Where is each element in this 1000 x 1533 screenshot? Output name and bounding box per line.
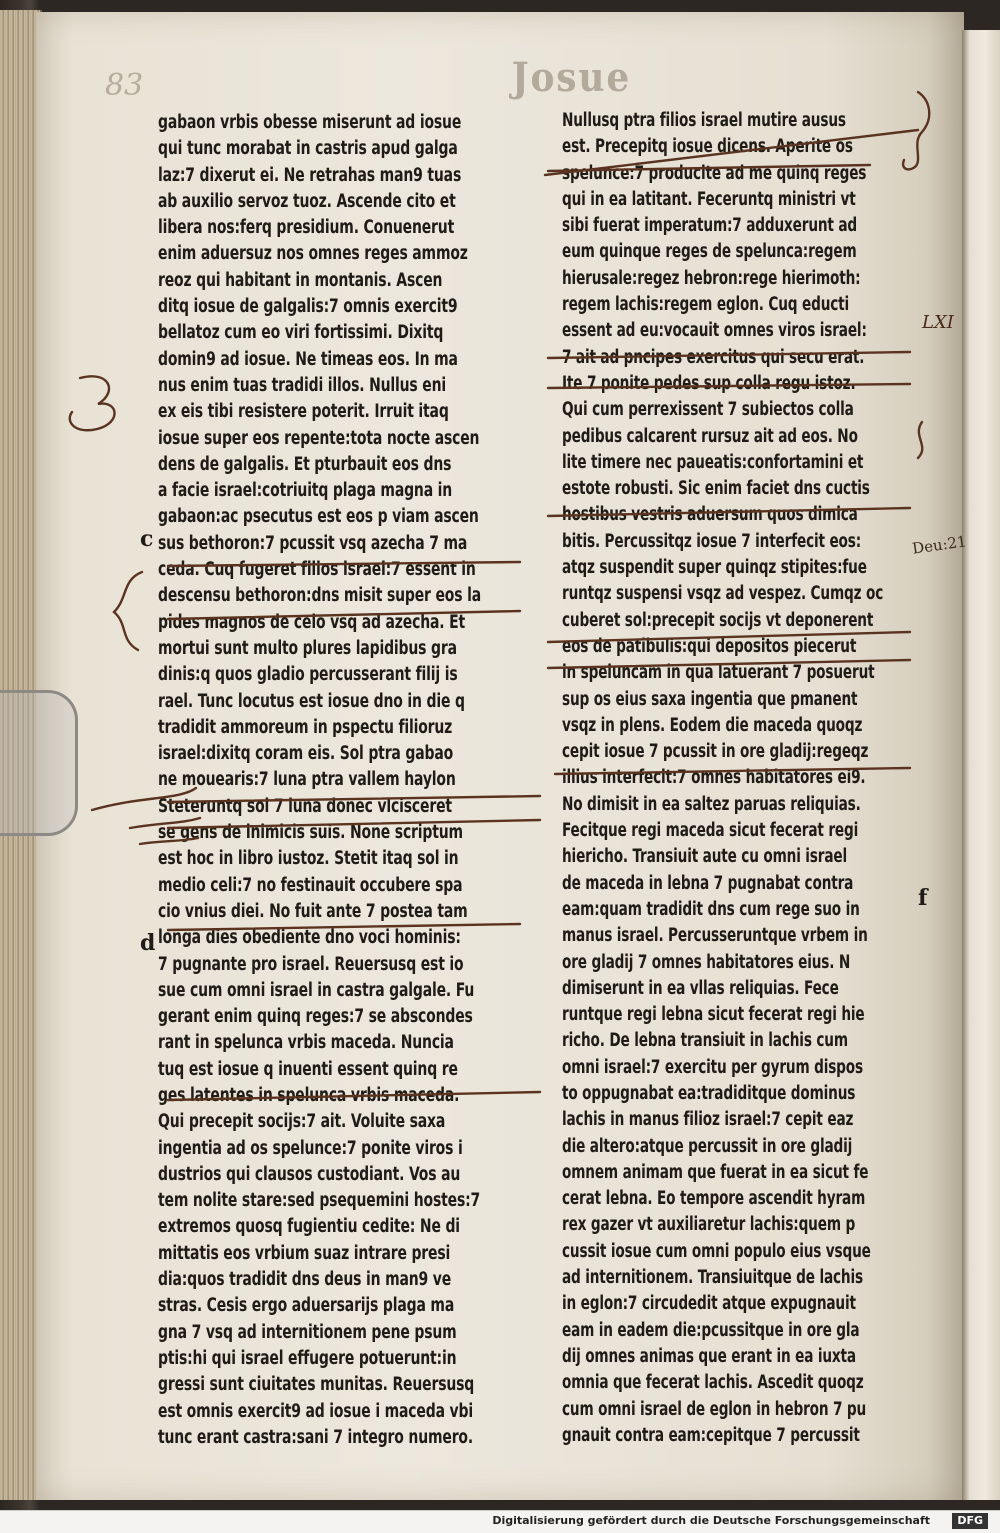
text-line: eam:quam tradidit dns cum rege suo in — [562, 898, 860, 920]
folio-number: 83 — [105, 68, 144, 103]
text-line: laz:7 dixerut ei. Ne retrahas man9 tuas — [158, 164, 462, 186]
text-line: sue cum omni israel in castra galgale. Fu — [158, 979, 475, 1001]
text-line: israel:dixitq coram eis. Sol ptra gabao — [158, 743, 454, 765]
text-line: stras. Cesis ergo aduersarijs plaga ma — [158, 1295, 455, 1317]
text-line: Nullusq ptra filios israel mutire ausus — [562, 110, 846, 131]
text-line: enim aduersuz nos omnes reges ammoz — [158, 243, 468, 265]
page-clip — [0, 690, 78, 836]
text-line: 7 ait ad pncipes exercitus qui secu erat. — [562, 346, 865, 368]
text-line: hierusale:regez hebron:rege hierimoth: — [562, 267, 861, 289]
text-line: essent ad eu:vocauit omnes viros israel: — [562, 320, 867, 342]
margin-note-deut: Deu:21 — [911, 532, 968, 558]
text-line: descensu bethoron:dns misit super eos la — [158, 585, 481, 607]
left-text-column — [158, 110, 533, 1451]
text-line: ptis:hi qui israel effugere potuerunt:in — [158, 1347, 457, 1369]
margin-letter-f: f — [918, 885, 928, 911]
text-line: omnia que fecerat lachis. Ascedit quoqz — [562, 1372, 864, 1394]
text-line: sus bethoron:7 pcussit vsq azecha 7 ma — [158, 532, 468, 554]
text-line: No dimisit in ea saltez paruas reliquias. — [562, 793, 861, 815]
footer-bar — [0, 1510, 1000, 1533]
text-line: domin9 ad iosue. Ne timeas eos. In ma — [158, 348, 458, 370]
text-line: Fecitque regi maceda sicut fecerat regi — [562, 820, 859, 842]
text-line: hiericho. Transiuit aute cu omni israel — [562, 846, 847, 868]
right-text-column — [562, 108, 922, 1449]
text-line: ne mouearis:7 luna ptra vallem haylon — [158, 769, 456, 791]
text-line: cio vnius diei. No fuit ante 7 postea tam — [158, 900, 468, 922]
text-line: illius interfecit:7 omnes habitatores ei9. — [562, 767, 866, 789]
text-line: se gens de inimicis suis. None scriptum — [158, 822, 463, 844]
text-line: mittatis eos vrbium suaz intrare presi — [158, 1242, 451, 1264]
text-line: qui in ea latitant. Feceruntq ministri vt — [562, 188, 856, 210]
text-line: tunc erant castra:sani 7 integro numero. — [158, 1426, 474, 1448]
text-line: gabaon vrbis obesse miserunt ad iosue — [158, 112, 462, 133]
text-line: ad internitionem. Transiuitque de lachis — [562, 1267, 863, 1289]
text-line: dij omnes animas que erant in ea iuxta — [562, 1345, 856, 1367]
text-line: rex gazer vt auxiliaretur lachis:quem p — [562, 1214, 856, 1236]
text-line: Steteruntq sol 7 luna donec vlcisceret — [158, 795, 452, 817]
text-line: cum omni israel de eglon in hebron 7 pu — [562, 1398, 867, 1420]
text-line: cerat lebna. Eo tempore ascendit hyram — [562, 1188, 866, 1210]
text-line: lachis in manus filioz israel:7 cepit eaz — [562, 1109, 854, 1131]
text-line: estote robusti. Sic enim faciet dns cuctis — [562, 478, 870, 500]
text-line: de maceda in lebna 7 pugnabat contra — [562, 872, 854, 894]
text-line: longa dies obediente dno voci hominis: — [158, 927, 461, 949]
text-line: sup os eius saxa ingentia que pmanent — [562, 688, 858, 710]
text-line: est omnis exercit9 ad iosue i maceda vbi — [158, 1400, 473, 1422]
funding-credit: Digitalisierung gefördert durch die Deutsche Forschungsgemeinschaft — [492, 1514, 930, 1527]
text-line: ceda. Cuq fugeret filios israel:7 essent in — [158, 559, 476, 581]
text-line: die altero:atque percussit in ore gladij — [562, 1135, 853, 1157]
text-line: a facie israel:cotriuitq plaga magna in — [158, 480, 453, 502]
text-line: extremos quosq fugientiu cedite: Ne di — [158, 1216, 460, 1238]
text-line: dustrios qui clausos custodiant. Vos au — [158, 1163, 461, 1185]
text-line: vsqz in plens. Eodem die maceda quoqz — [562, 714, 863, 736]
text-line: ges latentes in spelunca vrbis maceda. — [158, 1084, 460, 1106]
text-line: regem lachis:regem eglon. Cuq educti — [562, 294, 850, 316]
text-line: Qui cum perrexissent 7 subiectos colla — [562, 399, 854, 421]
text-line: qui tunc morabat in castris apud galga — [158, 138, 458, 160]
text-line: eum quinque reges de spelunca:regem — [562, 241, 857, 263]
text-line: cuberet sol:precepit socijs vt deponerent — [562, 609, 874, 631]
text-line: gabaon:ac psecutus est eos p viam ascen — [158, 506, 479, 528]
text-line: gna 7 vsq ad internitionem pene psum — [158, 1321, 457, 1343]
text-line: ditq iosue de galgalis:7 omnis exercit9 — [158, 296, 458, 318]
text-line: manus israel. Percusseruntque vrbem in — [562, 925, 868, 947]
text-line: reoz qui habitant in montanis. Ascen — [158, 269, 443, 291]
text-line: tuq est iosue q inuenti essent quinq re — [158, 1058, 458, 1080]
text-line: to oppugnabat ea:tradiditque dominus — [562, 1082, 856, 1104]
text-line: rant in spelunca vrbis maceda. Nuncia — [158, 1032, 454, 1054]
text-line: dens de galgalis. Et pturbauit eos dns — [158, 453, 452, 475]
text-line: Qui precepit socijs:7 ait. Voluite saxa — [158, 1111, 446, 1133]
text-line: gressi sunt ciuitates munitas. Reuersusq — [158, 1374, 475, 1396]
text-line: ore gladij 7 omnes habitatores eius. N — [562, 951, 851, 973]
text-line: nus enim tuas tradidi illos. Nullus eni — [158, 374, 447, 396]
text-line: dinis:q quos gladio percusserant filij is — [158, 664, 458, 686]
text-line: dimiserunt in ea vllas reliquias. Fece — [562, 977, 839, 999]
dfg-logo: DFG — [952, 1513, 988, 1529]
text-line: richo. De lebna transiuit in lachis cum — [562, 1030, 848, 1052]
text-line: ingentia ad os spelunce:7 ponite viros i — [158, 1137, 463, 1159]
text-line: pides magnos de celo vsq ad azecha. Et — [158, 611, 465, 633]
text-line: ex eis tibi resistere poterit. Irruit itaq — [158, 401, 449, 423]
text-line: bellatoz cum eo viri fortissimi. Dixitq — [158, 322, 444, 344]
text-line: pedibus calcarent rursuz ait ad eos. No — [562, 425, 858, 447]
text-line: lite timere nec paueatis:confortamini et — [562, 451, 864, 473]
text-line: hostibus vestris aduersum quos dimica — [562, 504, 858, 526]
text-line: medio celi:7 no festinauit occubere spa — [158, 874, 463, 896]
text-line: atqz suspendit super quinqz stipites:fue — [562, 557, 867, 579]
text-line: gerant enim quinq reges:7 se abscondes — [158, 1006, 473, 1028]
text-line: in eglon:7 circudedit atque expugnauit — [562, 1293, 856, 1315]
text-line: est hoc in libro iustoz. Stetit itaq sol in — [158, 848, 459, 870]
text-line: sibi fuerat imperatum:7 adduxerunt ad — [562, 215, 858, 237]
text-line: gnauit contra eam:cepitque 7 percussit — [562, 1424, 860, 1446]
text-line: est. Precepitq iosue dicens. Aperite os — [562, 136, 853, 158]
text-line: runtque regi lebna sicut fecerat regi hie — [562, 1004, 865, 1026]
text-line: ab auxilio servoz tuoz. Ascende cito et — [158, 190, 456, 212]
text-line: in speluncam in qua latuerant 7 posuerut — [562, 662, 875, 684]
text-line: 7 pugnante pro israel. Reuersusq est io — [158, 953, 464, 975]
text-line: iosue super eos repente:tota nocte ascen — [158, 427, 480, 449]
text-line: tradidit ammoreum in pspectu filioruz — [158, 716, 453, 738]
text-line: eam in eadem die:pcussitque in ore gla — [562, 1319, 860, 1341]
text-line: Ite 7 ponite pedes sup colla regu istoz. — [562, 372, 856, 394]
margin-letter-d: d — [140, 930, 156, 956]
margin-letter-c: c — [140, 526, 154, 552]
text-line: runtqz suspensi vsqz ad vespez. Cumqz oc — [562, 583, 884, 605]
margin-note-lxi: LXI — [922, 312, 954, 333]
text-line: spelunce:7 producite ad me quinq reges — [562, 162, 867, 184]
text-line: eos de patibulis:qui depositos piecerut — [562, 635, 857, 657]
text-line: tem nolite stare:sed psequemini hostes:7 — [158, 1190, 481, 1212]
text-line: dia:quos tradidit dns deus in man9 ve — [158, 1269, 452, 1291]
text-line: cepit iosue 7 pcussit in ore gladij:regeqz — [562, 741, 869, 763]
text-line: omnem animam que fuerat in ea sicut fe — [562, 1161, 869, 1183]
text-line: mortui sunt multo plures lapidibus gra — [158, 637, 457, 659]
text-line: rael. Tunc locutus est iosue dno in die q — [158, 690, 465, 712]
text-line: omni israel:7 exercitu per gyrum dispos — [562, 1056, 863, 1078]
text-line: cussit iosue cum omni populo eius vsque — [562, 1240, 871, 1262]
running-head: Josue — [511, 54, 632, 101]
text-line: bitis. Percussitqz iosue 7 interfecit eos: — [562, 530, 862, 552]
next-leaf-edge — [962, 30, 1000, 1500]
text-line: libera nos:ferq presidium. Conuenerut — [158, 217, 455, 239]
